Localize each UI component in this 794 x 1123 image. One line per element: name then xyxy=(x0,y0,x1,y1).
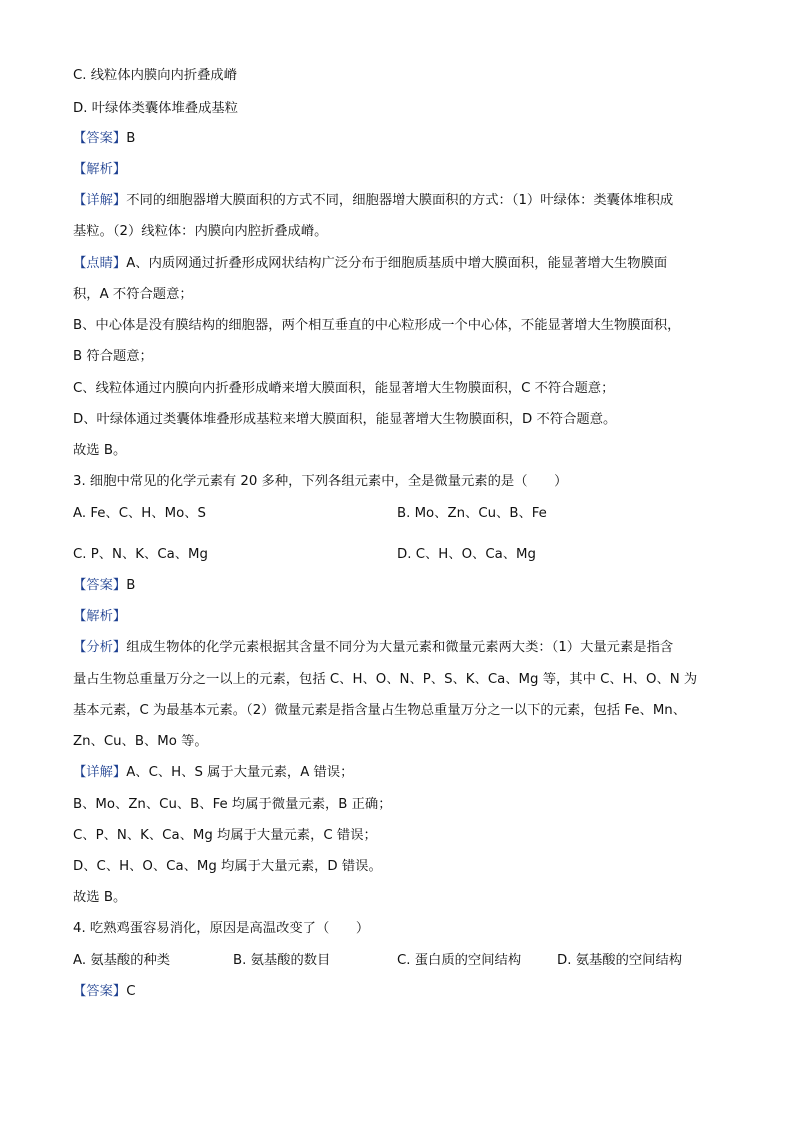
q3-stem: 3. 细胞中常见的化学元素有 20 多种，下列各组元素中，全是微量元素的是（ ） xyxy=(73,474,568,489)
q3-detail-line-2: B、Mo、Zn、Cu、B、Fe 均属于微量元素，B 正确； xyxy=(73,797,392,812)
q3-answer: B xyxy=(126,578,136,593)
q2-conclusion: 故选 B。 xyxy=(73,443,127,458)
q4-answer: C xyxy=(126,984,136,999)
q2-comment-line-3: B、中心体是没有膜结构的细胞器，两个相互垂直的中心粒形成一个中心体，不能显著增大生物膜面积， xyxy=(73,318,681,333)
analysis-sub-tag: 【分析】 xyxy=(73,640,127,655)
q2-comment-line-2: 积，A 不符合题意； xyxy=(73,287,193,302)
detail-tag: 【详解】 xyxy=(73,193,127,208)
q4-option-a: A. 氨基酸的种类 xyxy=(73,953,171,968)
detail-tag: 【详解】 xyxy=(73,765,127,780)
q2-comment-line-5: C、线粒体通过内膜向内折叠形成嵴来增大膜面积，能显著增大生物膜面积，C 不符合题意； xyxy=(73,381,615,396)
q3-analysis-tag: 【解析】 xyxy=(73,609,127,624)
q2-analysis-tag: 【解析】 xyxy=(73,162,127,177)
q3-detail-line-3: C、P、N、K、Ca、Mg 均属于大量元素，C 错误； xyxy=(73,828,377,843)
q2-option-c: C. 线粒体内膜向内折叠成嵴 xyxy=(73,68,238,83)
q2-comment-line-1: 【点睛】A、内质网通过折叠形成网状结构广泛分布于细胞质基质中增大膜面积，能显著增大生物膜面 xyxy=(73,256,668,271)
q3-option-c: C. P、N、K、Ca、Mg xyxy=(73,547,208,562)
q3-option-d: D. C、H、O、Ca、Mg xyxy=(397,547,536,562)
q4-stem: 4. 吃熟鸡蛋容易消化，原因是高温改变了（ ） xyxy=(73,921,370,936)
answer-tag: 【答案】 xyxy=(73,578,127,593)
comment-tag: 【点睛】 xyxy=(73,256,127,271)
q3-detail-line-4: D、C、H、O、Ca、Mg 均属于大量元素，D 错误。 xyxy=(73,859,382,874)
answer-tag: 【答案】 xyxy=(73,131,127,146)
q2-comment-line-6: D、叶绿体通过类囊体堆叠形成基粒来增大膜面积，能显著增大生物膜面积，D 不符合题意。 xyxy=(73,412,617,427)
q2-comment-line-4: B 符合题意； xyxy=(73,349,153,364)
q2-detail-line-1: 【详解】不同的细胞器增大膜面积的方式不同，细胞器增大膜面积的方式：（1）叶绿体：类囊体堆积成 xyxy=(73,193,674,208)
q3-analysis-line-3: 基本元素，C 为最基本元素。（2）微量元素是指含量占生物总重量万分之一以下的元素，包括 Fe、Mn、 xyxy=(73,703,687,718)
q3-option-b: B. Mo、Zn、Cu、B、Fe xyxy=(397,506,547,521)
q3-detail-line-1: 【详解】A、C、H、S 属于大量元素，A 错误； xyxy=(73,765,354,780)
q2-option-d: D. 叶绿体类囊体堆叠成基粒 xyxy=(73,101,238,116)
q3-answer-line xyxy=(73,577,723,595)
q3-option-a: A. Fe、C、H、Mo、S xyxy=(73,506,206,521)
q4-option-b: B. 氨基酸的数目 xyxy=(233,953,331,968)
q4-option-d: D. 氨基酸的空间结构 xyxy=(557,953,683,968)
q3-analysis-line-2: 量占生物总重量万分之一以上的元素，包括 C、H、O、N、P、S、K、Ca、Mg 等，其中 C、H、O、N 为 xyxy=(73,672,698,687)
q3-conclusion: 故选 B。 xyxy=(73,890,127,905)
q2-answer: B xyxy=(126,131,136,146)
q2-detail-line-2: 基粒。（2）线粒体：内膜向内腔折叠成嵴。 xyxy=(73,224,328,239)
q4-option-c: C. 蛋白质的空间结构 xyxy=(397,953,522,968)
q4-answer-line xyxy=(73,983,723,1001)
q3-analysis-line-4: Zn、Cu、B、Mo 等。 xyxy=(73,734,208,749)
q2-answer-line xyxy=(73,130,723,148)
answer-tag: 【答案】 xyxy=(73,984,127,999)
q3-analysis-line-1: 【分析】组成生物体的化学元素根据其含量不同分为大量元素和微量元素两大类：（1）大量元素是指含 xyxy=(73,640,674,655)
